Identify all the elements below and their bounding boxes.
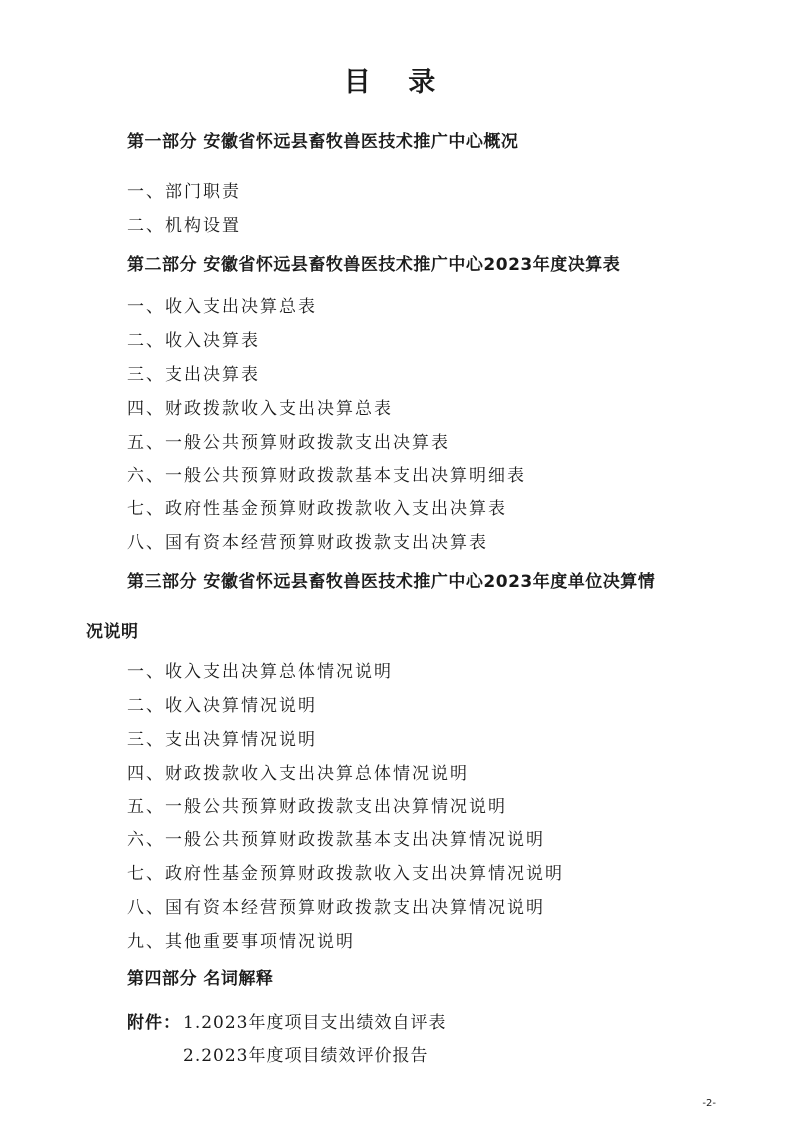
attachment-item: 1.2023年度项目支出绩效自评表 xyxy=(183,1013,447,1033)
part3-item: 六、一般公共预算财政拨款基本支出决算情况说明 xyxy=(127,830,545,850)
attachment-item: 2.2023年度项目绩效评价报告 xyxy=(183,1046,429,1066)
part2-item: 二、收入决算表 xyxy=(127,331,260,351)
part3-item: 八、国有资本经营预算财政拨款支出决算情况说明 xyxy=(127,898,545,918)
part2-item: 五、一般公共预算财政拨款支出决算表 xyxy=(127,433,450,453)
part2-item: 一、收入支出决算总表 xyxy=(127,297,317,317)
part2-item: 七、政府性基金预算财政拨款收入支出决算表 xyxy=(127,499,507,519)
page-title: 目 录 xyxy=(343,67,450,98)
part3-heading-continued: 况说明 xyxy=(86,622,139,642)
part3-item: 三、支出决算情况说明 xyxy=(127,730,317,750)
part3-item: 七、政府性基金预算财政拨款收入支出决算情况说明 xyxy=(127,864,564,884)
part3-item: 五、一般公共预算财政拨款支出决算情况说明 xyxy=(127,797,507,817)
part2-item: 三、支出决算表 xyxy=(127,365,260,385)
page-number: -2- xyxy=(702,1098,716,1109)
attachments-label: 附件： xyxy=(127,1013,181,1033)
part3-item: 二、收入决算情况说明 xyxy=(127,696,317,716)
part3-heading: 第三部分 安徽省怀远县畜牧兽医技术推广中心2023年度单位决算情 xyxy=(127,572,656,592)
part2-heading: 第二部分 安徽省怀远县畜牧兽医技术推广中心2023年度决算表 xyxy=(127,255,621,275)
part1-heading: 第一部分 安徽省怀远县畜牧兽医技术推广中心概况 xyxy=(127,132,519,152)
part2-item: 六、一般公共预算财政拨款基本支出决算明细表 xyxy=(127,466,526,486)
part2-item: 四、财政拨款收入支出决算总表 xyxy=(127,399,393,419)
part3-item: 九、其他重要事项情况说明 xyxy=(127,932,355,952)
part4-heading: 第四部分 名词解释 xyxy=(127,969,274,989)
part3-item: 一、收入支出决算总体情况说明 xyxy=(127,662,393,682)
part3-item: 四、财政拨款收入支出决算总体情况说明 xyxy=(127,764,469,784)
part1-item: 二、机构设置 xyxy=(127,216,241,236)
part2-item: 八、国有资本经营预算财政拨款支出决算表 xyxy=(127,533,488,553)
part1-item: 一、部门职责 xyxy=(127,182,241,202)
